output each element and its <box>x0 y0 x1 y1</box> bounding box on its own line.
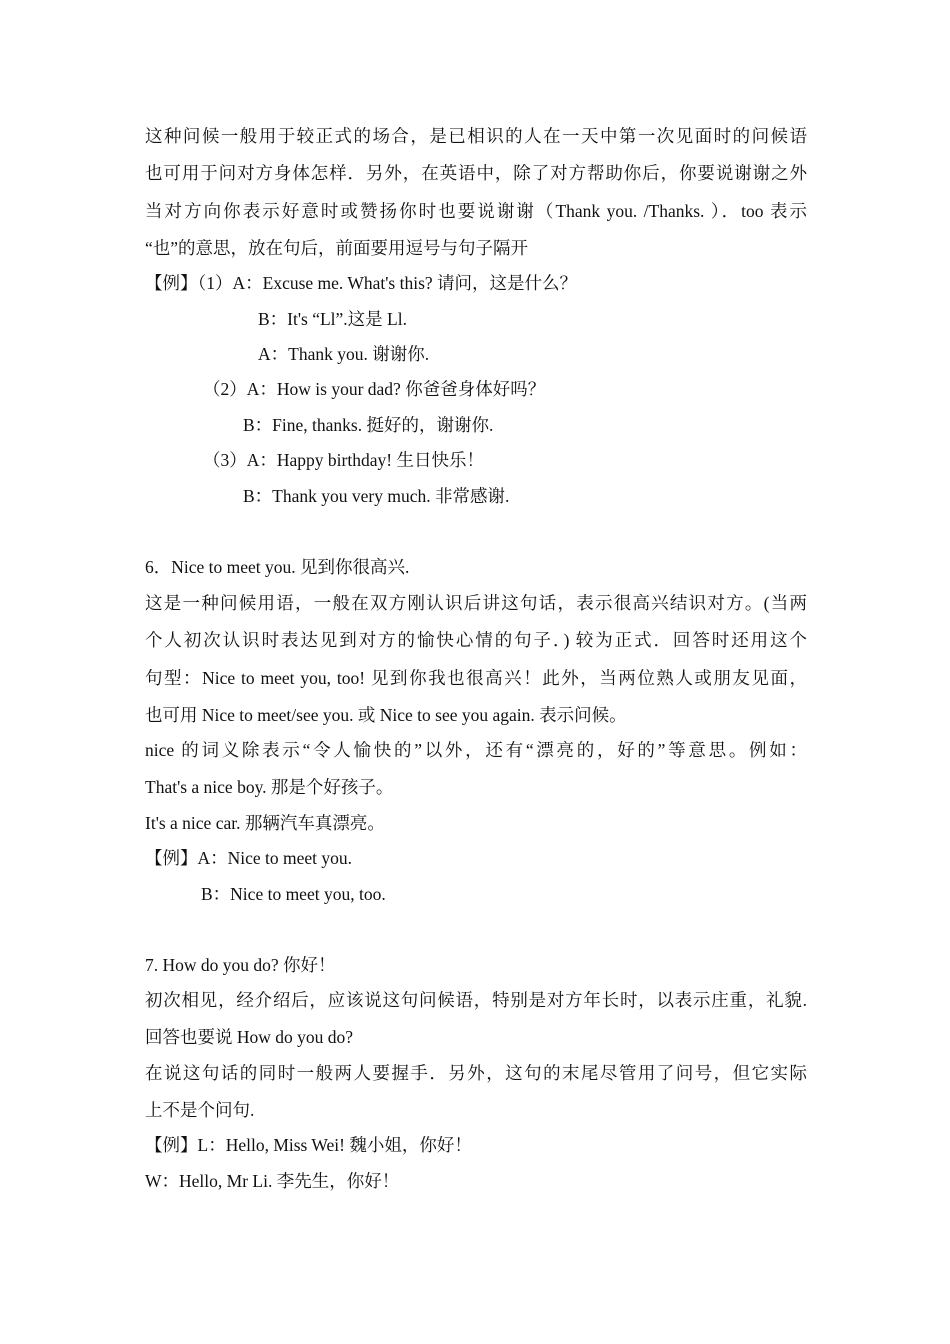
paragraph-line: 上不是个问句. <box>145 1100 255 1120</box>
section-heading: 7. How do you do? 你好！ <box>145 955 336 975</box>
example-line: B：Thank you very much. 非常感谢. <box>243 486 510 506</box>
paragraph-line: 也可用于问对方身体怎样．另外，在英语中，除了对方帮助你后，你要说谢谢之外 <box>145 163 807 183</box>
paragraph-line: “也”的意思，放在句后，前面要用逗号与句子隔开 <box>145 238 529 258</box>
paragraph-line: nice 的词义除表示“令人愉快的”以外，还有“漂亮的，好的”等意思。例如： <box>145 740 807 760</box>
paragraph-line: 个人初次认识时表达见到对方的愉快心情的句子．) 较为正式．回答时还用这个 <box>145 630 807 650</box>
paragraph-line: 句型：Nice to meet you, too! 见到你我也很高兴！此外，当两位熟人或朋友见面， <box>145 668 807 688</box>
example-line: 【例】L：Hello, Miss Wei! 魏小姐，你好！ <box>145 1135 472 1155</box>
example-line: B：It's “Ll”.这是 Ll. <box>258 309 407 329</box>
paragraph-line: It's a nice car. 那辆汽车真漂亮。 <box>145 813 385 833</box>
example-line: 【例】A：Nice to meet you. <box>145 848 353 868</box>
paragraph-line: 当对方向你表示好意时或赞扬你时也要说谢谢（Thank you. /Thanks. ）．too 表示 <box>145 201 807 221</box>
paragraph-line: 这是一种问候用语，一般在双方刚认识后讲这句话，表示很高兴结识对方。(当两 <box>145 593 807 613</box>
paragraph-line: 这种问候一般用于较正式的场合，是已相识的人在一天中第一次见面时的问候语 <box>145 126 807 146</box>
paragraph-line: 也可用 Nice to meet/see you. 或 Nice to see you again. 表示问候。 <box>145 705 627 725</box>
example-line: W：Hello, Mr Li. 李先生，你好！ <box>145 1171 400 1191</box>
example-line: A：Thank you. 谢谢你. <box>258 344 430 364</box>
paragraph-line: 回答也要说 How do you do? <box>145 1027 354 1047</box>
paragraph-line: 在说这句话的同时一般两人要握手．另外，这句的末尾尽管用了问号，但它实际 <box>145 1063 807 1083</box>
example-line: B：Nice to meet you, too. <box>201 884 386 904</box>
paragraph-line: That's a nice boy. 那是个好孩子。 <box>145 777 394 797</box>
paragraph-line: 初次相见，经介绍后，应该说这句问候语，特别是对方年长时，以表示庄重，礼貌. <box>145 990 807 1010</box>
example-line: （3）A：Happy birthday! 生日快乐！ <box>203 450 484 470</box>
example-line: 【例】（1）A：Excuse me. What's this? 请问，这是什么？ <box>145 273 578 293</box>
section-heading: 6．Nice to meet you. 见到你很高兴. <box>145 557 410 577</box>
example-line: B：Fine, thanks. 挺好的，谢谢你. <box>243 415 494 435</box>
example-line: （2）A：How is your dad? 你爸爸身体好吗？ <box>203 379 546 399</box>
